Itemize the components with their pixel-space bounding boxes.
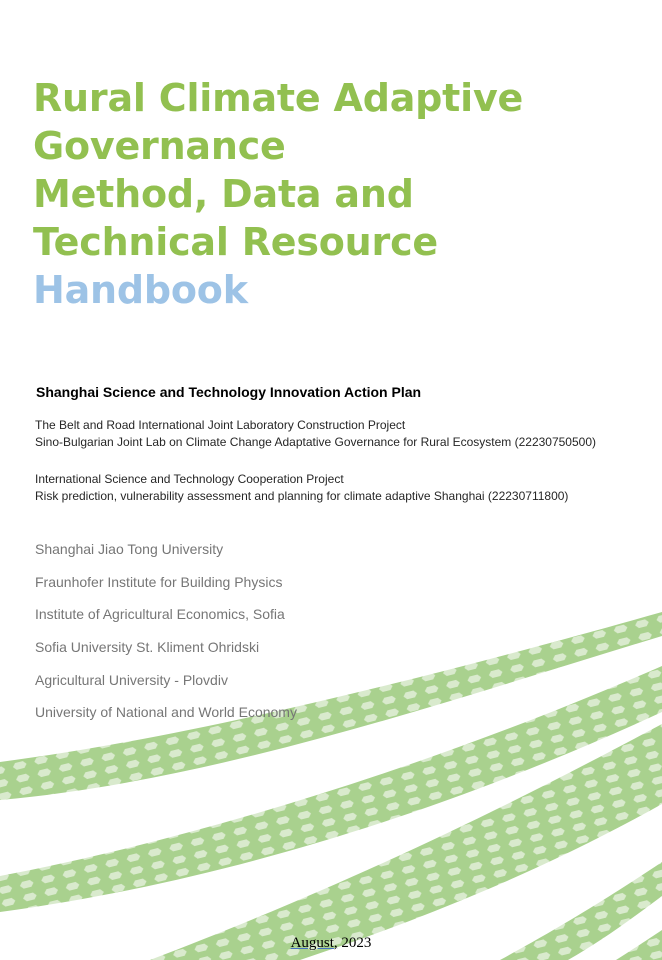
date-year: 2023 — [341, 935, 372, 951]
institution-item: Fraunhofer Institute for Building Physics — [35, 573, 283, 590]
title-line-1: Rural Climate Adaptive — [33, 76, 524, 120]
project-category: International Science and Technology Cooperation Project — [35, 472, 344, 486]
document-title — [33, 74, 523, 314]
project-block-1 — [35, 417, 596, 451]
title-line-3: Method, Data and — [33, 172, 414, 216]
institution-item: University of National and World Economy — [35, 704, 297, 721]
project-description: Risk prediction, vulnerability assessment and planning for climate adaptive Shanghai (22230711800) — [35, 489, 569, 503]
institution-item: Institute of Agricultural Economics, Sofia — [35, 606, 285, 623]
date-separator: , — [333, 935, 338, 951]
institution-item: Agricultural University - Plovdiv — [35, 671, 228, 688]
title-line-2: Governance — [33, 124, 286, 168]
date-month: August — [290, 935, 334, 951]
institution-list — [35, 540, 297, 736]
project-category: The Belt and Road International Joint Laboratory Construction Project — [35, 418, 406, 432]
title-line-4: Technical Resource — [33, 220, 438, 264]
project-description: Sino-Bulgarian Joint Lab on Climate Change Adaptative Governance for Rural Ecosystem (22230750500) — [35, 435, 596, 449]
plan-heading: Shanghai Science and Technology Innovation Action Plan — [36, 384, 422, 400]
project-block-2 — [35, 471, 568, 505]
institution-item: Sofia University St. Kliment Ohridski — [35, 639, 260, 656]
publication-date — [0, 935, 662, 952]
institution-item: Shanghai Jiao Tong University — [35, 541, 224, 557]
title-accent-line: Handbook — [33, 268, 248, 312]
